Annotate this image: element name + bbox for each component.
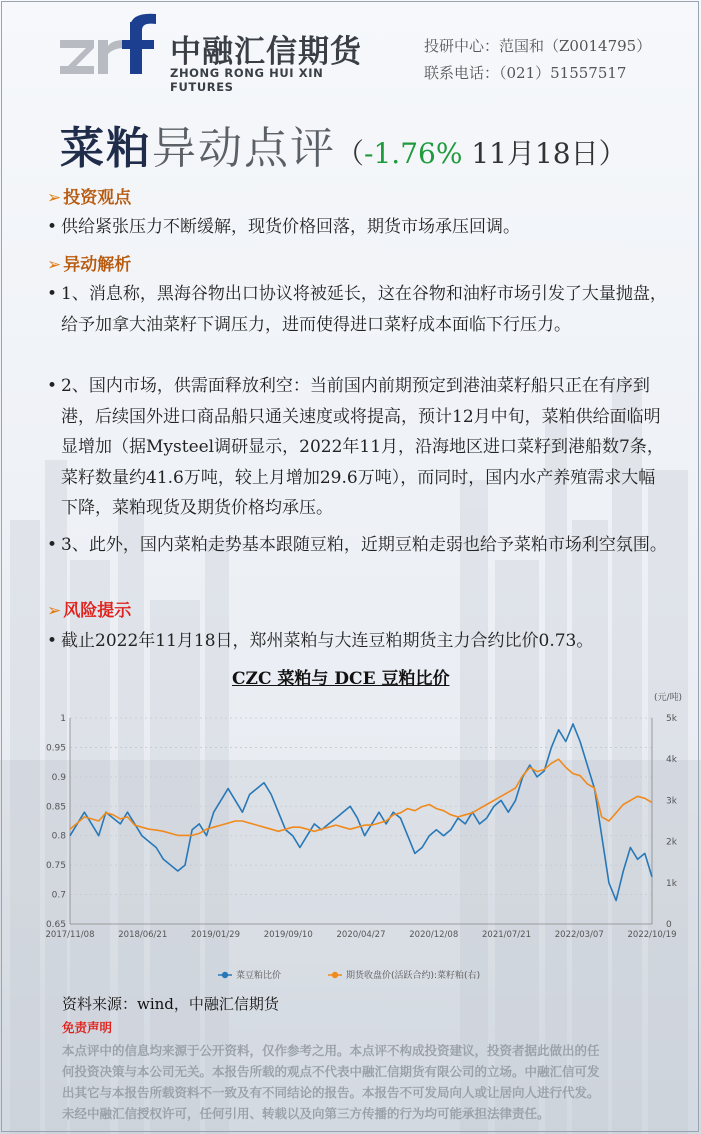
arrow-icon: ➢: [47, 255, 62, 275]
ratio-chart: [40, 686, 685, 986]
analysis-bullet-3: [47, 530, 667, 561]
y-right-tick-label: 3k: [666, 796, 677, 807]
page-title: [60, 112, 627, 176]
x-tick-label: 2017/11/08: [45, 930, 95, 940]
y-right-unit: (元/吨): [654, 693, 683, 703]
disclaimer-line: 出其它与本报告所载资料不一致及有不同结论的报告。本报告不可发局向人或让居向人进行代发。: [62, 1085, 600, 1100]
logo-chinese-name: 中融汇信期货: [170, 34, 362, 70]
ratio-series-line: [70, 724, 652, 901]
y-left-tick-label: 0.85: [45, 802, 66, 813]
view-bullet: [47, 212, 667, 243]
risk-text: 截止2022年11月18日，郑州菜粕与大连豆粕期货主力合约比价0.73。: [61, 631, 594, 651]
legend-marker: [332, 972, 338, 978]
bullet-dot-icon: •: [47, 631, 58, 651]
section-head-analysis-label: 异动解析: [63, 255, 132, 275]
x-tick-label: 2021/07/21: [482, 930, 531, 940]
zrhx-logo-icon: [60, 12, 162, 82]
y-left-tick-label: 0.95: [45, 743, 66, 754]
analysis-bullet-2: [47, 371, 667, 524]
title-commodity: 菜粕: [60, 123, 152, 174]
section-head-risk-label: 风险提示: [63, 601, 132, 621]
analysis-text-3: 3、此外，国内菜粕走势基本跟随豆粕，近期豆粕走弱也给予菜粕市场利空氛围。: [61, 535, 667, 555]
disclaimer-line: 本点评中的信息均来源于公开资料，仅作参考之用。本点评不构成投资建议，投资者据此做出的任: [62, 1043, 600, 1058]
legend-label: 期货收盘价(活跃合约):菜籽粕(右): [346, 971, 481, 981]
phone-line: 联系电话：（021）51557517: [424, 64, 627, 82]
bullet-dot-icon: •: [47, 535, 58, 555]
company-logo: [60, 12, 380, 94]
y-right-tick-label: 2k: [666, 837, 677, 848]
x-tick-label: 2020/12/08: [409, 930, 459, 940]
analyst-line: 投研中心：范国和（Z0014795）: [424, 37, 652, 55]
y-left-tick-label: 0.9: [51, 772, 66, 783]
analysis-text-1: 1、消息称，黑海谷物出口协议将被延长，这在谷物和油籽市场引发了大量抛盘，给予加拿大油菜籽下调压力，进而使得进口菜籽成本面临下行压力。: [61, 284, 667, 335]
x-tick-label: 2022/03/07: [554, 930, 604, 940]
x-tick-label: 2018/06/21: [118, 930, 168, 940]
title-date: 11月18日）: [462, 137, 627, 170]
section-head-view-label: 投资观点: [63, 188, 132, 208]
y-right-tick-label: 0: [666, 920, 672, 930]
y-left-tick-label: 0.65: [45, 920, 66, 930]
y-right-tick-label: 1k: [666, 878, 677, 889]
y-left-tick-label: 0.8: [51, 831, 66, 842]
arrow-icon: ➢: [47, 601, 62, 621]
y-left-tick-label: 1: [60, 714, 66, 724]
y-left-tick-label: 0.7: [51, 890, 66, 901]
disclaimer-line: 何投资决策与本公司无关。本报告所载的观点不代表中融汇信期货有限公司的立场。中融汇信可发: [62, 1064, 600, 1079]
contact-info: [424, 33, 651, 87]
title-paren-open: （: [336, 137, 365, 170]
disclaimer-line: 未经中融汇信授权许可，任何引用、转载以及向第三方传播的行为均可能承担法律责任。: [62, 1106, 550, 1121]
x-tick-label: 2022/10/19: [627, 930, 677, 940]
disclaimer-heading: 免责声明: [62, 1020, 113, 1035]
legend-marker: [222, 972, 228, 978]
y-right-tick-label: 4k: [666, 755, 677, 766]
x-tick-label: 2019/09/10: [263, 930, 313, 940]
title-change-percent: -1.76%: [364, 137, 463, 170]
legend-label: 菜豆粕比价: [236, 971, 282, 981]
price-series-line: [70, 759, 652, 835]
section-head-analysis: [47, 250, 131, 275]
chart-title: CZC 菜粕与 DCE 豆粕比价: [232, 669, 450, 689]
section-head-view: [47, 183, 131, 208]
view-text: 供给紧张压力不断缓解，现货价格回落，期货市场承压回调。: [61, 217, 520, 237]
logo-english-name: ZHONG RONG HUI XIN FUTURES: [170, 66, 324, 94]
analysis-text-2: 2、国内市场，供需面释放利空：当前国内前期预定到港油菜籽船只正在有序到港，后续国外进口商品船只通关速度或将提高，预计12月中旬，菜粕供给面临明显增加（据Mysteel调研显示，2022年11月，沿海地区进口菜籽到港船数7条，菜籽数量约41.6万吨，较上月增加29.6万吨），而同时，国内水产养殖需求大幅下降，菜粕现货及期货价格均承压。: [61, 376, 664, 518]
title-topic: 异动点评: [152, 123, 336, 174]
bullet-dot-icon: •: [47, 284, 58, 304]
x-tick-label: 2019/01/29: [191, 930, 240, 940]
x-tick-label: 2020/04/27: [336, 930, 386, 940]
bullet-dot-icon: •: [47, 217, 58, 237]
data-source: 资料来源：wind，中融汇信期货: [62, 995, 279, 1013]
risk-bullet: [47, 626, 667, 657]
section-head-risk: [47, 596, 131, 621]
y-left-tick-label: 0.75: [45, 861, 66, 872]
y-right-tick-label: 5k: [666, 714, 677, 724]
analysis-bullet-1: [47, 279, 667, 340]
disclaimer-body: [62, 1040, 642, 1124]
arrow-icon: ➢: [47, 188, 62, 208]
bullet-dot-icon: •: [47, 376, 58, 396]
